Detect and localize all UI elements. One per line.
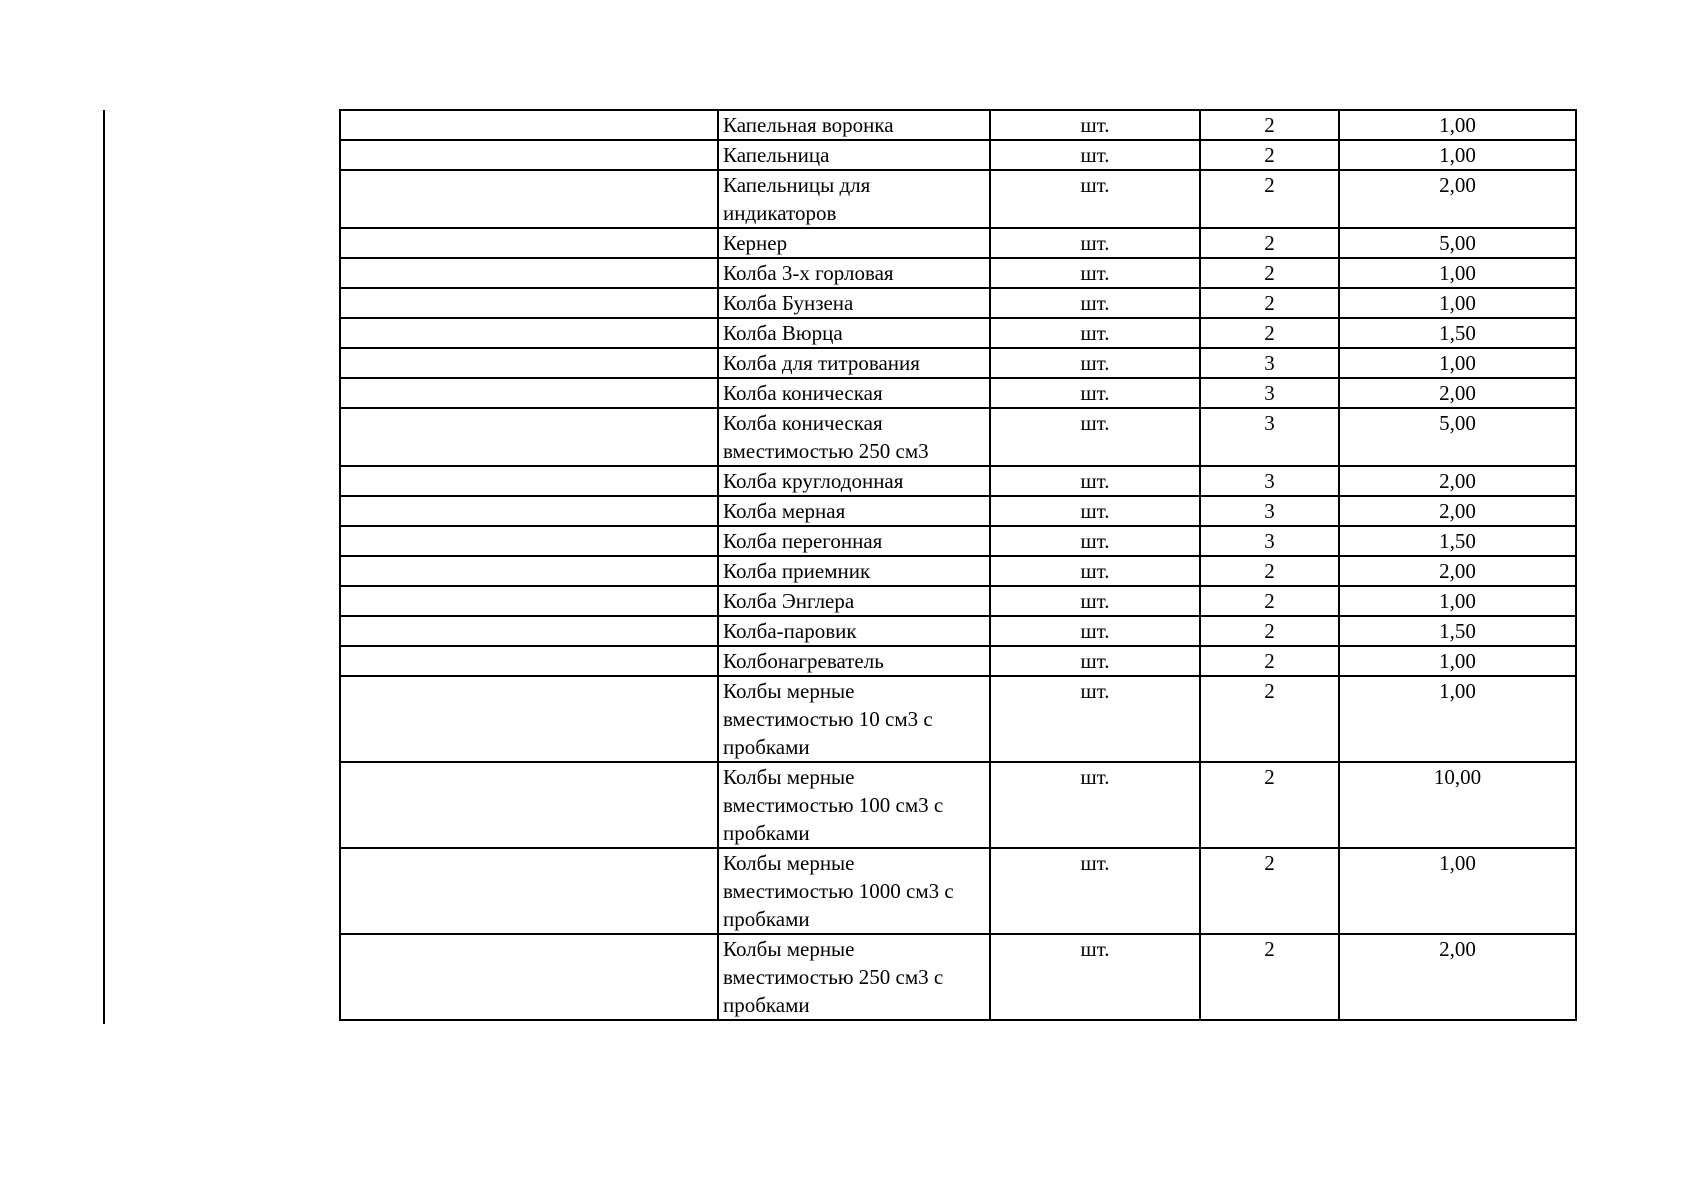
unit-cell: шт. (990, 466, 1200, 496)
quantity-cell: 3 (1200, 466, 1339, 496)
item-name-cell: Колбы мерные вместимостью 100 см3 с пробками (718, 762, 990, 848)
blank-cell (340, 496, 718, 526)
item-name-cell: Колба круглодонная (718, 466, 990, 496)
table-row (340, 646, 1576, 676)
quantity-cell: 3 (1200, 348, 1339, 378)
unit-cell: шт. (990, 318, 1200, 348)
blank-cell (340, 408, 718, 466)
unit-cell: шт. (990, 526, 1200, 556)
item-name-cell: Колба перегонная (718, 526, 990, 556)
value-cell: 1,00 (1339, 646, 1576, 676)
value-cell: 1,00 (1339, 288, 1576, 318)
blank-cell (340, 110, 718, 140)
table-row (340, 676, 1576, 762)
blank-cell (340, 556, 718, 586)
blank-cell (340, 288, 718, 318)
table-row (340, 378, 1576, 408)
blank-cell (340, 762, 718, 848)
blank-cell (340, 466, 718, 496)
value-cell: 1,50 (1339, 318, 1576, 348)
quantity-cell: 2 (1200, 288, 1339, 318)
unit-cell: шт. (990, 228, 1200, 258)
equipment-table (339, 109, 1577, 1021)
value-cell: 10,00 (1339, 762, 1576, 848)
value-cell: 1,00 (1339, 848, 1576, 934)
blank-cell (340, 848, 718, 934)
table-row (340, 170, 1576, 228)
unit-cell: шт. (990, 170, 1200, 228)
table-row (340, 318, 1576, 348)
item-name-cell: Колба-паровик (718, 616, 990, 646)
item-name-cell: Колба Энглера (718, 586, 990, 616)
item-name-cell: Колбонагреватель (718, 646, 990, 676)
value-cell: 2,00 (1339, 378, 1576, 408)
table-row (340, 110, 1576, 140)
value-cell: 5,00 (1339, 408, 1576, 466)
table-row (340, 586, 1576, 616)
item-name-cell: Колба коническая вместимостью 250 см3 (718, 408, 990, 466)
value-cell: 1,00 (1339, 110, 1576, 140)
blank-cell (340, 170, 718, 228)
unit-cell: шт. (990, 408, 1200, 466)
item-name-cell: Колба Бунзена (718, 288, 990, 318)
item-name-cell: Капельная воронка (718, 110, 990, 140)
quantity-cell: 3 (1200, 378, 1339, 408)
table-row (340, 934, 1576, 1020)
quantity-cell: 2 (1200, 676, 1339, 762)
item-name-cell: Колба коническая (718, 378, 990, 408)
item-name-cell: Колба 3-х горловая (718, 258, 990, 288)
unit-cell: шт. (990, 378, 1200, 408)
blank-cell (340, 378, 718, 408)
value-cell: 5,00 (1339, 228, 1576, 258)
value-cell: 2,00 (1339, 170, 1576, 228)
table-row (340, 762, 1576, 848)
blank-cell (340, 140, 718, 170)
blank-cell (340, 258, 718, 288)
quantity-cell: 3 (1200, 408, 1339, 466)
blank-cell (340, 934, 718, 1020)
table-row (340, 408, 1576, 466)
blank-cell (340, 586, 718, 616)
quantity-cell: 2 (1200, 762, 1339, 848)
quantity-cell: 3 (1200, 496, 1339, 526)
value-cell: 1,00 (1339, 258, 1576, 288)
item-name-cell: Капельница (718, 140, 990, 170)
unit-cell: шт. (990, 288, 1200, 318)
unit-cell: шт. (990, 646, 1200, 676)
item-name-cell: Колбы мерные вместимостью 10 см3 с пробками (718, 676, 990, 762)
unit-cell: шт. (990, 676, 1200, 762)
item-name-cell: Кернер (718, 228, 990, 258)
quantity-cell: 2 (1200, 616, 1339, 646)
table-row (340, 466, 1576, 496)
quantity-cell: 2 (1200, 228, 1339, 258)
unit-cell: шт. (990, 556, 1200, 586)
table-row (340, 348, 1576, 378)
item-name-cell: Колба мерная (718, 496, 990, 526)
quantity-cell: 2 (1200, 110, 1339, 140)
table-row (340, 526, 1576, 556)
quantity-cell: 2 (1200, 140, 1339, 170)
blank-cell (340, 228, 718, 258)
blank-cell (340, 526, 718, 556)
value-cell: 2,00 (1339, 466, 1576, 496)
value-cell: 1,00 (1339, 676, 1576, 762)
blank-cell (340, 348, 718, 378)
blank-cell (340, 318, 718, 348)
table-row (340, 258, 1576, 288)
quantity-cell: 2 (1200, 934, 1339, 1020)
unit-cell: шт. (990, 348, 1200, 378)
quantity-cell: 2 (1200, 170, 1339, 228)
item-name-cell: Колба для титрования (718, 348, 990, 378)
unit-cell: шт. (990, 934, 1200, 1020)
table-row (340, 288, 1576, 318)
item-name-cell: Колбы мерные вместимостью 1000 см3 с пробками (718, 848, 990, 934)
value-cell: 1,00 (1339, 586, 1576, 616)
value-cell: 2,00 (1339, 556, 1576, 586)
quantity-cell: 2 (1200, 646, 1339, 676)
table-row (340, 556, 1576, 586)
value-cell: 1,00 (1339, 348, 1576, 378)
value-cell: 1,50 (1339, 526, 1576, 556)
blank-cell (340, 676, 718, 762)
unit-cell: шт. (990, 258, 1200, 288)
unit-cell: шт. (990, 586, 1200, 616)
unit-cell: шт. (990, 762, 1200, 848)
unit-cell: шт. (990, 848, 1200, 934)
quantity-cell: 2 (1200, 848, 1339, 934)
blank-cell (340, 616, 718, 646)
quantity-cell: 3 (1200, 526, 1339, 556)
unit-cell: шт. (990, 616, 1200, 646)
item-name-cell: Колбы мерные вместимостью 250 см3 с пробками (718, 934, 990, 1020)
table-row (340, 496, 1576, 526)
unit-cell: шт. (990, 496, 1200, 526)
table-row (340, 616, 1576, 646)
table-row (340, 848, 1576, 934)
quantity-cell: 2 (1200, 258, 1339, 288)
quantity-cell: 2 (1200, 586, 1339, 616)
value-cell: 2,00 (1339, 934, 1576, 1020)
table-row (340, 228, 1576, 258)
item-name-cell: Колба приемник (718, 556, 990, 586)
left-margin-rule (103, 110, 105, 1024)
item-name-cell: Колба Вюрца (718, 318, 990, 348)
value-cell: 1,00 (1339, 140, 1576, 170)
quantity-cell: 2 (1200, 318, 1339, 348)
unit-cell: шт. (990, 140, 1200, 170)
table-row (340, 140, 1576, 170)
value-cell: 2,00 (1339, 496, 1576, 526)
blank-cell (340, 646, 718, 676)
unit-cell: шт. (990, 110, 1200, 140)
value-cell: 1,50 (1339, 616, 1576, 646)
quantity-cell: 2 (1200, 556, 1339, 586)
item-name-cell: Капельницы для индикаторов (718, 170, 990, 228)
table-body (340, 110, 1576, 1020)
